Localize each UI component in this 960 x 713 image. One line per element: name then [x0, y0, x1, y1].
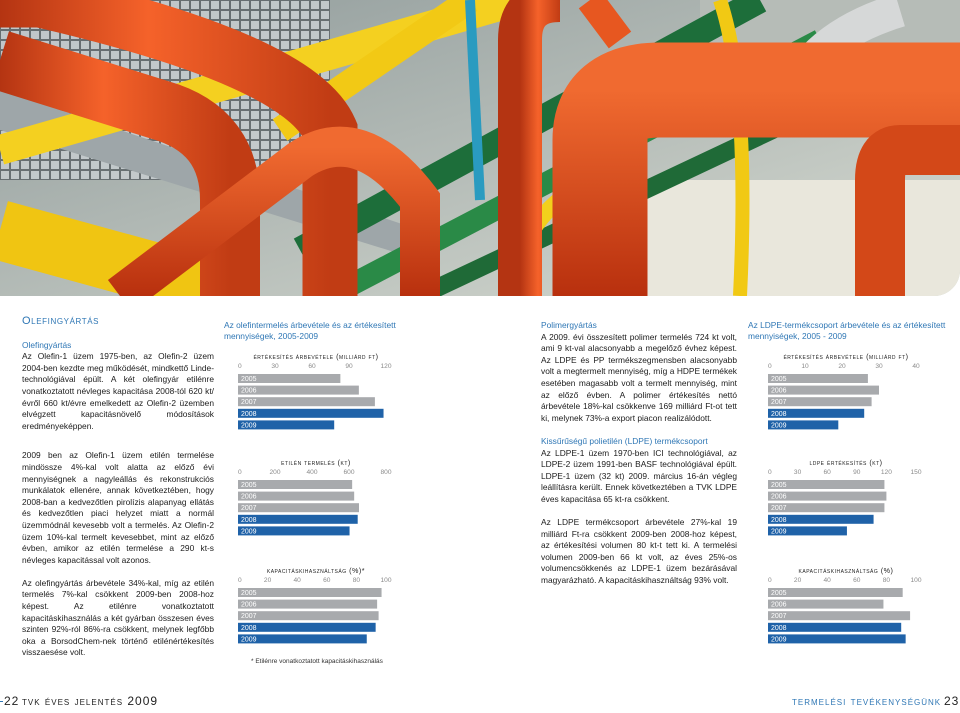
category-label: 2008: [771, 624, 787, 632]
category-label: 2009: [771, 528, 787, 536]
pipes-illustration-icon: [0, 0, 960, 296]
category-label: 2009: [241, 422, 257, 430]
chart-title: értékesítés árbevétele (milliárd ft): [783, 352, 909, 361]
axis-tick-label: 20: [793, 577, 802, 584]
axis-tick-label: 0: [238, 469, 242, 476]
category-label: 2005: [771, 590, 787, 597]
chart-svg-3: [768, 352, 933, 444]
axis-tick-label: 90: [345, 363, 353, 370]
category-label: 2009: [241, 636, 257, 644]
bar-2005: [768, 588, 903, 597]
category-label: 2005: [241, 590, 257, 597]
axis-tick-label: 0: [768, 469, 772, 476]
olefin-paragraph-1: Az Olefin-1 üzem 1975-ben, az Olefin-2 üzem 2004-ben kezdte meg működését, mindkettő Linde-technológiával épült. A két olefingyár etilénre vonatkoztatott névleges kapacitása 2008-tól 620 kt/évről 660 kt/évre emelkedett az Olefin-2 üzemben elvégzett kapacitásnövelő módosítások eredményeképpen.: [22, 351, 214, 431]
axis-tick-label: 120: [880, 469, 892, 476]
olefin-charts-caption: Az olefintermelés árbevétele és az értékesített mennyiségek, 2005-2009: [224, 320, 396, 341]
axis-tick-label: 20: [838, 363, 846, 370]
axis-tick-label: 200: [269, 469, 281, 476]
category-label: 2005: [771, 376, 787, 383]
chart-svg-5: [768, 566, 933, 658]
axis-tick-label: 60: [308, 363, 316, 370]
category-label: 2009: [771, 422, 787, 430]
axis-tick-label: 90: [853, 469, 861, 476]
ldpe-charts-caption-box: [748, 320, 948, 340]
category-label: 2006: [771, 387, 787, 395]
olefin-subtitle: Olefingyártás: [22, 339, 72, 350]
olefin-paragraph-3: Az olefingyártás árbevétele 34%-kal, míg az etilén termelés 7%-kal csökkent 2009-ben 2008-hoz képest. Az etilénre vonatkoztatott kapacitáskihasználás a két gyárban összesen éves szinten 92%-ról 86%-ra csökkent, melynek legfőbb oka a BorsodChem-nek történő etilénértékesítés visszaesése volt.: [22, 577, 214, 658]
axis-tick-label: 0: [238, 363, 242, 370]
axis-tick-label: 40: [823, 577, 831, 584]
axis-tick-label: 120: [380, 363, 392, 370]
axis-tick-label: 100: [910, 577, 922, 584]
chart-ldpe-revenue: [768, 352, 928, 442]
chart-olefin-revenue: [238, 352, 398, 442]
ldpe-charts-caption: Az LDPE-termékcsoport árbevétele és az értékesített mennyiségek, 2005 - 2009: [748, 320, 946, 341]
left-footer-title: tvk éves jelentés 2009: [22, 694, 159, 708]
category-label: 2006: [771, 493, 787, 501]
axis-tick-label: 0: [238, 577, 242, 584]
axis-tick-label: 100: [380, 577, 392, 584]
category-label: 2006: [241, 493, 257, 501]
olefin-charts-caption-box: [224, 320, 434, 340]
axis-tick-label: 80: [882, 577, 891, 584]
industrial-pipes-photo: [0, 0, 960, 296]
axis-tick-label: 30: [875, 363, 883, 370]
bar-2008: [238, 623, 376, 632]
category-label: 2008: [771, 516, 787, 524]
left-rule-stub: [0, 701, 3, 702]
category-label: 2008: [241, 516, 257, 524]
left-page-number: 22: [4, 694, 20, 708]
category-label: 2007: [771, 399, 787, 407]
chart-ethylene-production: [238, 458, 398, 548]
axis-tick-label: 20: [263, 577, 272, 584]
right-footer-title: termelési tevékenységünk: [792, 694, 942, 708]
bar-2008: [238, 409, 384, 418]
chart-title: etilén termelés (kt): [281, 458, 351, 467]
chart-title: értékesítés árbevétele (milliárd ft): [253, 352, 379, 361]
bar-2007: [238, 611, 379, 620]
category-label: 2008: [241, 410, 257, 418]
olefin-paragraph-2: 2009 ben az Olefin-1 üzem etilén termelése mindössze 4%-kal volt alatta az előző évi mennyiségnek a nagyleállás és rekonstrukciós munkálatok ellenére, annak következtében, hogy 2008-ban a kedvezőtlen pirolízis alapanyag ellátás és kedvezőtlen piaci helyzet miatt a normál üzemmódnál kevesebb volt a termelés. Az Olefin-2 üzem 10%-kal termelt kevesebbet, mint az előző évben, amikor az etilén termelése a 290 kt-s névleges kapacitással volt azonos.: [22, 450, 214, 565]
right-page-number: 23: [944, 694, 960, 708]
section-title: Olefingyártás: [22, 315, 100, 327]
chart-olefin-capacity-utilisation: [238, 566, 398, 656]
category-label: 2006: [241, 601, 257, 609]
category-label: 2007: [771, 505, 787, 513]
axis-tick-label: 800: [380, 469, 392, 476]
category-label: 2007: [241, 399, 257, 407]
capacity-footnote: * Etilénre vonatkoztatott kapacitáskihasználás: [251, 658, 383, 665]
bar-2006: [238, 600, 377, 609]
axis-tick-label: 60: [823, 469, 831, 476]
axis-tick-label: 400: [306, 469, 318, 476]
axis-tick-label: 40: [912, 363, 920, 370]
chart-ldpe-sales: [768, 458, 928, 548]
page-footer: [0, 690, 960, 713]
axis-tick-label: 0: [768, 363, 772, 370]
ldpe-paragraph-1: Az LDPE-1 üzem 1970-ben ICI technológiával, az LDPE-2 üzem 1991-ben BASF technológiával épült. LDPE-1 üzem (32 kt) 2009. március 16-án végleg leállításra került. Ennek következtében a TVK LDPE éves kapacitása 65 kt-ra csökkent.: [541, 447, 737, 504]
axis-tick-label: 10: [801, 363, 809, 370]
category-label: 2009: [241, 528, 257, 536]
category-label: 2007: [241, 613, 257, 621]
bar-2008: [768, 623, 901, 632]
axis-tick-label: 60: [853, 577, 861, 584]
chart-title: ldpe értékesítés (kt): [809, 458, 883, 467]
chart-svg-4: [768, 458, 933, 550]
chart-title: kapacitáskihasználtság (%)*: [266, 566, 366, 575]
bar-2009: [238, 634, 367, 643]
ldpe-paragraph-2: Az LDPE termékcsoport árbevétele 27%-kal 19 milliárd Ft-ra csökkent 2009-ben 2008-hoz képest, az értékesítési volumen 80 kt-t tett ki. A termelési volumen 2009-ben 66 kt volt, az éves 25%-os volumencsökkenés az LDPE-1 üzem bezárásával magyarázható. A kapacitáskihasználtság 93% volt.: [541, 517, 737, 586]
category-label: 2007: [771, 613, 787, 621]
axis-tick-label: 150: [910, 469, 922, 476]
category-label: 2005: [241, 482, 257, 489]
category-label: 2008: [771, 410, 787, 418]
category-label: 2005: [241, 376, 257, 383]
ldpe-title: Kissűrűségű polietilén (LDPE) termékcsoport: [541, 435, 708, 446]
category-label: 2005: [771, 482, 787, 489]
polymer-paragraph-1: A 2009. évi összesített polimer termelés 724 kt volt, ami 9 kt-val alacsonyabb a megelőző évhez képest. Az LDPE és PP termékszegmensben alacsonyabb volt a megtermelt mennyiség, míg a HDPE termékek esetében magasabb volt a termelt mennyiség, mint az előző évben. A polimer értékesítés nettó árbevétele 18%-kal csökkenve 169 milliárd Ft-ot tett ki, melynek 73%-a export piacon realizálódott.: [541, 331, 737, 423]
chart-svg-2: [238, 566, 403, 658]
bar-2005: [238, 588, 382, 597]
category-label: 2006: [771, 601, 787, 609]
category-label: 2006: [241, 387, 257, 395]
category-label: 2008: [241, 624, 257, 632]
bar-2009: [768, 634, 906, 643]
axis-tick-label: 80: [352, 577, 361, 584]
polymer-text-column: [541, 320, 737, 598]
axis-tick-label: 0: [768, 577, 772, 584]
bar-2007: [768, 611, 910, 620]
olefin-text-column: [22, 316, 214, 671]
chart-svg-0: [238, 352, 403, 444]
chart-title: kapacitáskihasználtság (%): [798, 566, 894, 575]
polymer-title: Polimergyártás: [541, 320, 597, 330]
bar-2007: [238, 397, 375, 406]
axis-tick-label: 600: [343, 469, 355, 476]
axis-tick-label: 30: [793, 469, 802, 476]
axis-tick-label: 40: [293, 577, 301, 584]
category-label: 2007: [241, 505, 257, 513]
chart-svg-1: [238, 458, 403, 550]
axis-tick-label: 60: [323, 577, 331, 584]
chart-ldpe-capacity-utilisation: [768, 566, 928, 656]
category-label: 2009: [771, 636, 787, 644]
axis-tick-label: 30: [271, 363, 279, 370]
